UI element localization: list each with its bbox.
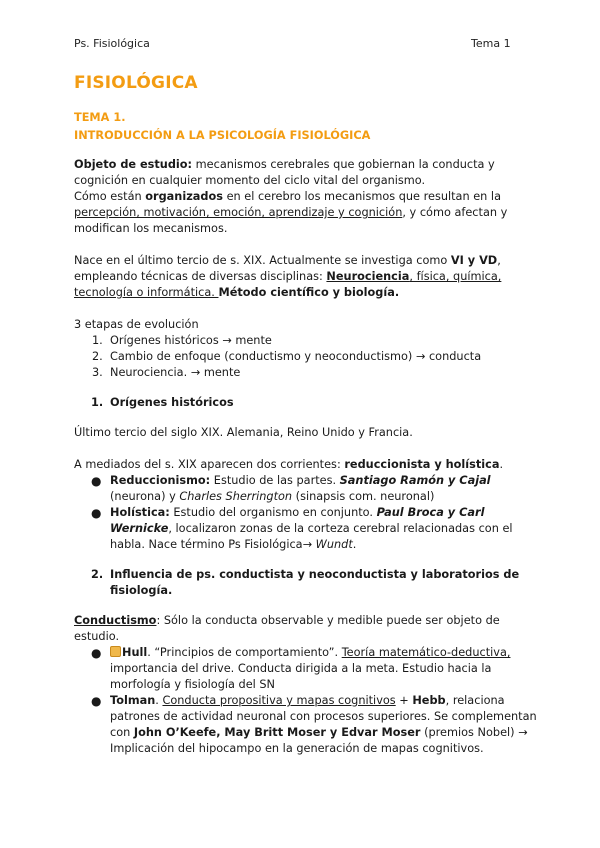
bullet-icon: ● xyxy=(91,474,102,488)
list-item: 1. Orígenes históricos → mente xyxy=(92,334,272,347)
list-item: ● Holística: Estudio del organismo en conjunto. Paul Broca y Carl Wernicke, localizaron zonas de la corteza cerebral relacionadas con el habla. Nace término Ps Fisiológica→ Wundt. xyxy=(91,506,513,551)
organizados-paragraph: Cómo están organizados en el cerebro los mecanismos que resultan en la percepción, motivación, emoción, aprendizaje y cognición, y cómo afectan y modifican los mecanismos. xyxy=(74,190,508,235)
objeto-label: Objeto de estudio: xyxy=(74,158,193,171)
bullet-icon: ● xyxy=(91,694,102,708)
corrientes-list xyxy=(74,473,544,553)
mediados-paragraph: A mediados del s. XIX aparecen dos corrientes: reduccionista y holística. xyxy=(74,458,504,471)
list-item: 3. Neurociencia. → mente xyxy=(92,366,241,379)
tema-subtitle: INTRODUCCIÓN A LA PSICOLOGÍA FISIOLÓGICA xyxy=(74,129,371,142)
bullet-icon: ● xyxy=(91,506,102,520)
conductismo-paragraph: Conductismo: Sólo la conducta observable y medible puede ser objeto de estudio. xyxy=(74,614,500,643)
page-header-left: Ps. Fisiológica xyxy=(74,37,150,50)
document-body xyxy=(74,72,544,757)
ultimo-paragraph: Último tercio del siglo XIX. Alemania, Reino Unido y Francia. xyxy=(74,426,413,439)
section-heading-1: 1. Orígenes históricos xyxy=(91,396,234,409)
etapas-intro: 3 etapas de evolución xyxy=(74,318,199,331)
section-heading-2: 2. Influencia de ps. conductista y neoconductista y laboratorios de fisiología. xyxy=(91,568,520,597)
list-item: ● Reduccionismo: Estudio de las partes. Santiago Ramón y Cajal (neurona) y Charles Sherrington (sinapsis com. neuronal) xyxy=(91,474,491,503)
conductismo-list xyxy=(74,645,544,757)
list-item: 2. Cambio de enfoque (conductismo y neoconductismo) → conducta xyxy=(92,350,482,363)
nace-paragraph: Nace en el último tercio de s. XIX. Actualmente se investiga como VI y VD, empleando técnicas de diversas disciplinas: Neurociencia, física, química, tecnología o informática. Método científico y biología. xyxy=(74,254,502,299)
page-header-right: Tema 1 xyxy=(471,37,511,50)
list-item: ● Hull. “Principios de comportamiento”. Teoría matemático-deductiva, importancia del drive. Conducta dirigida a la meta. Estudio hacia la morfología y fisiología del SN xyxy=(91,646,511,691)
page-title: FISIOLÓGICA xyxy=(74,73,198,93)
bullet-icon: ● xyxy=(91,646,102,660)
abacus-icon xyxy=(110,646,121,657)
list-item: ● Tolman. Conducta propositiva y mapas cognitivos + Hebb, relaciona patrones de actividad neuronal con procesos superiores. Se complementan con John O’Keefe, May Britt Moser y Edvar Moser (premios Nobel) → Implicación del hipocampo en la generación de mapas cognitivos. xyxy=(91,694,537,755)
etapas-list xyxy=(74,333,544,381)
objeto-paragraph: Objeto de estudio: mecanismos cerebrales que gobiernan la conducta y cognición en cualquier momento del ciclo vital del organismo. xyxy=(74,158,495,187)
tema-heading: TEMA 1. xyxy=(74,111,126,124)
